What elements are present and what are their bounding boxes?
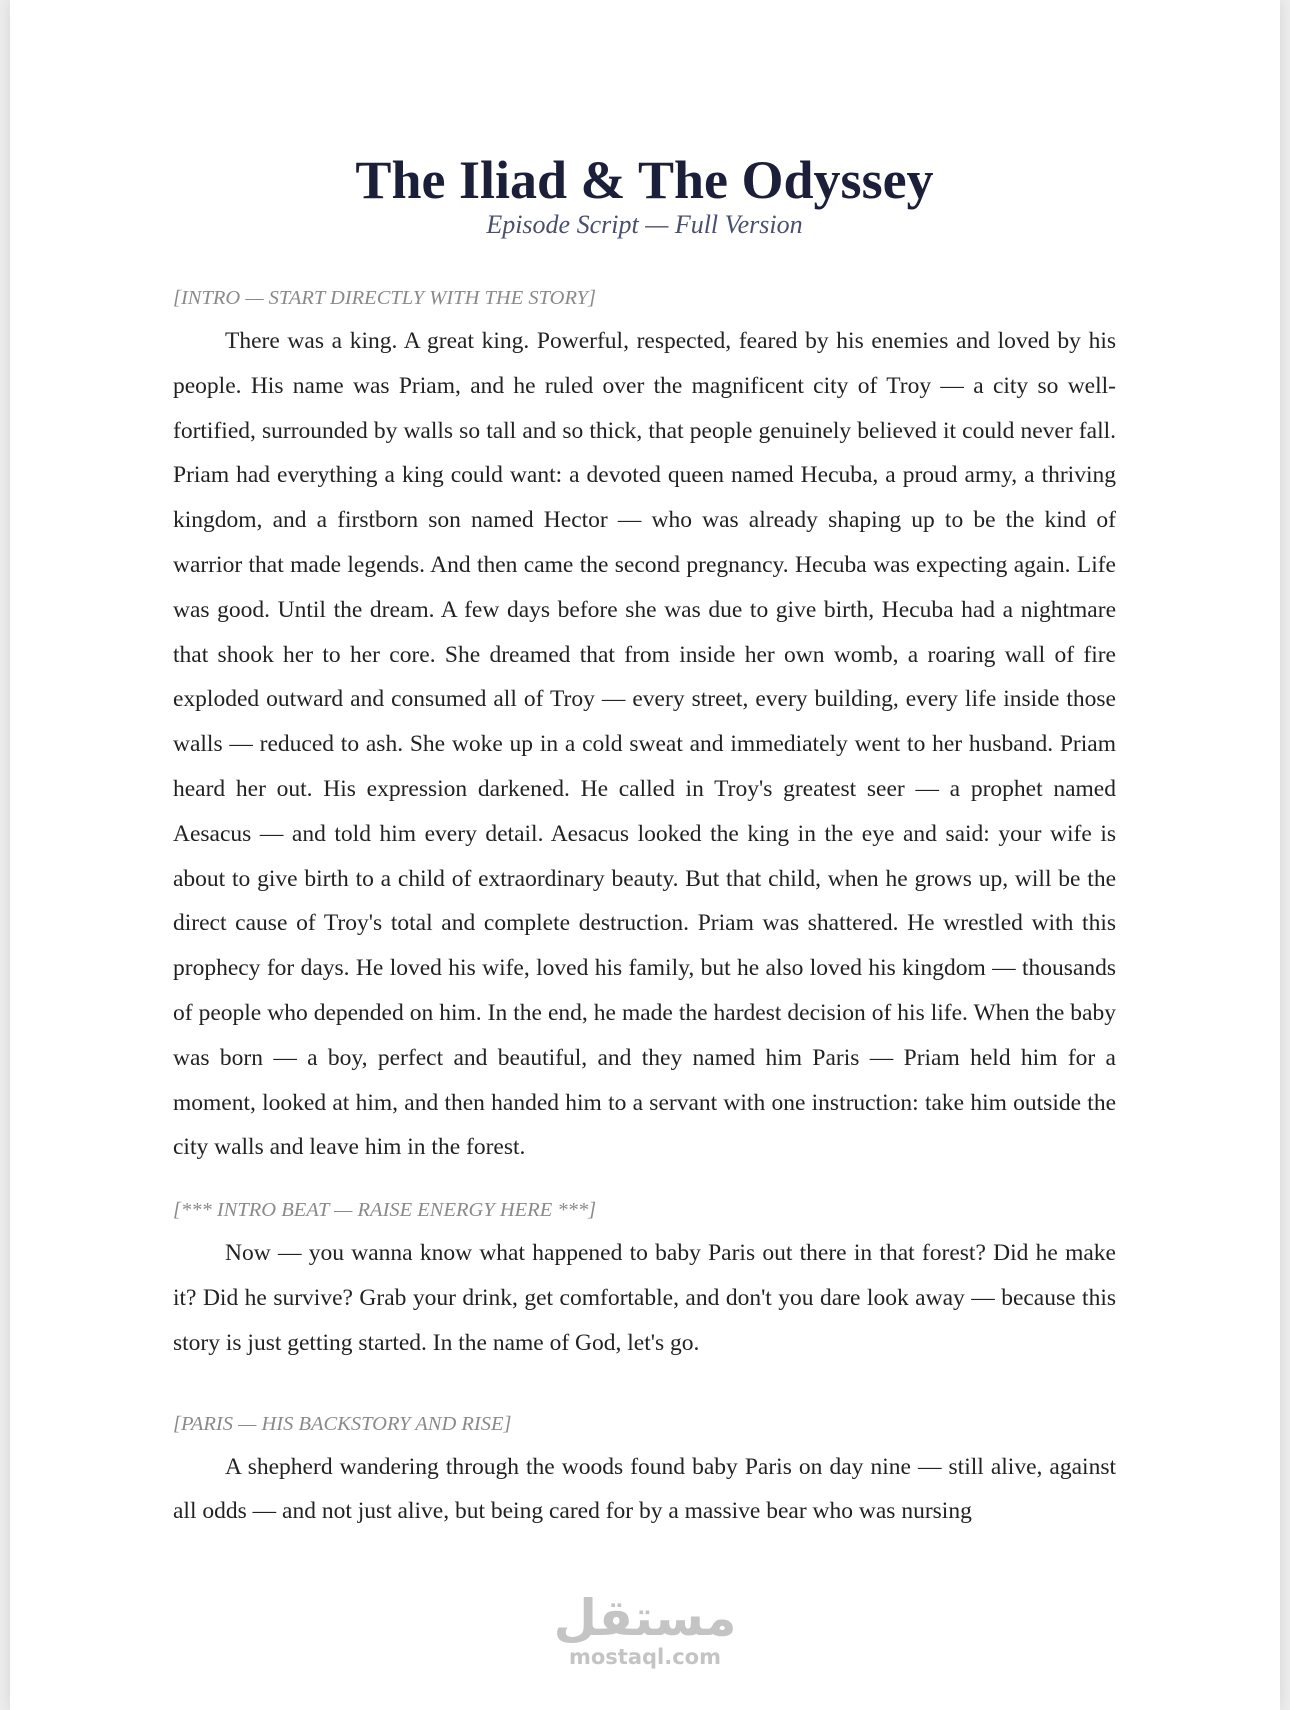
- watermark-logo-arabic: مستقل: [553, 1589, 737, 1647]
- watermark: [10, 1589, 1280, 1670]
- spacer: [173, 1170, 1116, 1197]
- paragraph-paris: A shepherd wandering through the woods found baby Paris on day nine — still alive, against all odds — and not just alive, but being cared for by a massive bear who was nursing: [173, 1453, 1116, 1525]
- document-title: The Iliad & The Odyssey: [355, 150, 934, 210]
- spacer: [173, 240, 1116, 285]
- spacer: [173, 1437, 1116, 1445]
- document-subtitle: Episode Script — Full Version: [486, 210, 803, 239]
- watermark-logo-text: mostaql.com: [569, 1645, 721, 1669]
- spacer: [173, 1366, 1116, 1411]
- document-page: [10, 0, 1280, 1710]
- section-label-paris: [PARIS — HIS BACKSTORY AND RISE]: [173, 1412, 512, 1435]
- spacer: [173, 311, 1116, 319]
- document-content: [173, 150, 1116, 1534]
- paragraph-intro: There was a king. A great king. Powerful, respected, feared by his enemies and loved by his people. His name was Priam, and he ruled over the magnificent city of Troy — a city so well-fortified, surrounded by walls so tall and so thick, that people genuinely believed it could never fall. Priam had everything a king could want: a devoted queen named Hecuba, a proud army, a thriving kingdom, and a firstborn son named Hector — who was already shaping up to be the kind of warrior that made legends. And then came the second pregnancy. Hecuba was expecting again. Life was good. Until the dream. A few days before she was due to give birth, Hecuba had a nightmare that shook her to her core. She dreamed that from inside her own womb, a roaring wall of fire exploded outward and consumed all of Troy — every street, every building, every life inside those walls — reduced to ash. She woke up in a cold sweat and immediately went to her husband. Priam heard her out. His expression darkened. He called in Troy's greatest seer — a prophet named Aesacus — and told him every detail. Aesacus looked the king in the eye and said: your wife is about to give birth to a child of extraordinary beauty. But that child, when he grows up, will be the direct cause of Troy's total and complete destruction. Priam was shattered. He wrestled with this prophecy for days. He loved his wife, loved his family, but he also loved his kingdom — thousands of people who depended on him. In the end, he made the hardest decision of his life. When the baby was born — a boy, perfect and beautiful, and they named him Paris — Priam held him for a moment, looked at him, and then handed him to a servant with one instruction: take him outside the city walls and leave him in the forest.: [173, 328, 1116, 1161]
- spacer: [173, 1223, 1116, 1231]
- section-label-intro: [INTRO — START DIRECTLY WITH THE STORY]: [173, 287, 596, 309]
- section-label-intro-beat: [*** INTRO BEAT — RAISE ENERGY HERE ***]: [173, 1199, 597, 1222]
- paragraph-intro-beat: Now — you wanna know what happened to baby Paris out there in that forest? Did he make it? Did he survive? Grab your drink, get comfortable, and don't you dare look away — because this story is just getting started. In the name of God, let's go.: [173, 1240, 1116, 1356]
